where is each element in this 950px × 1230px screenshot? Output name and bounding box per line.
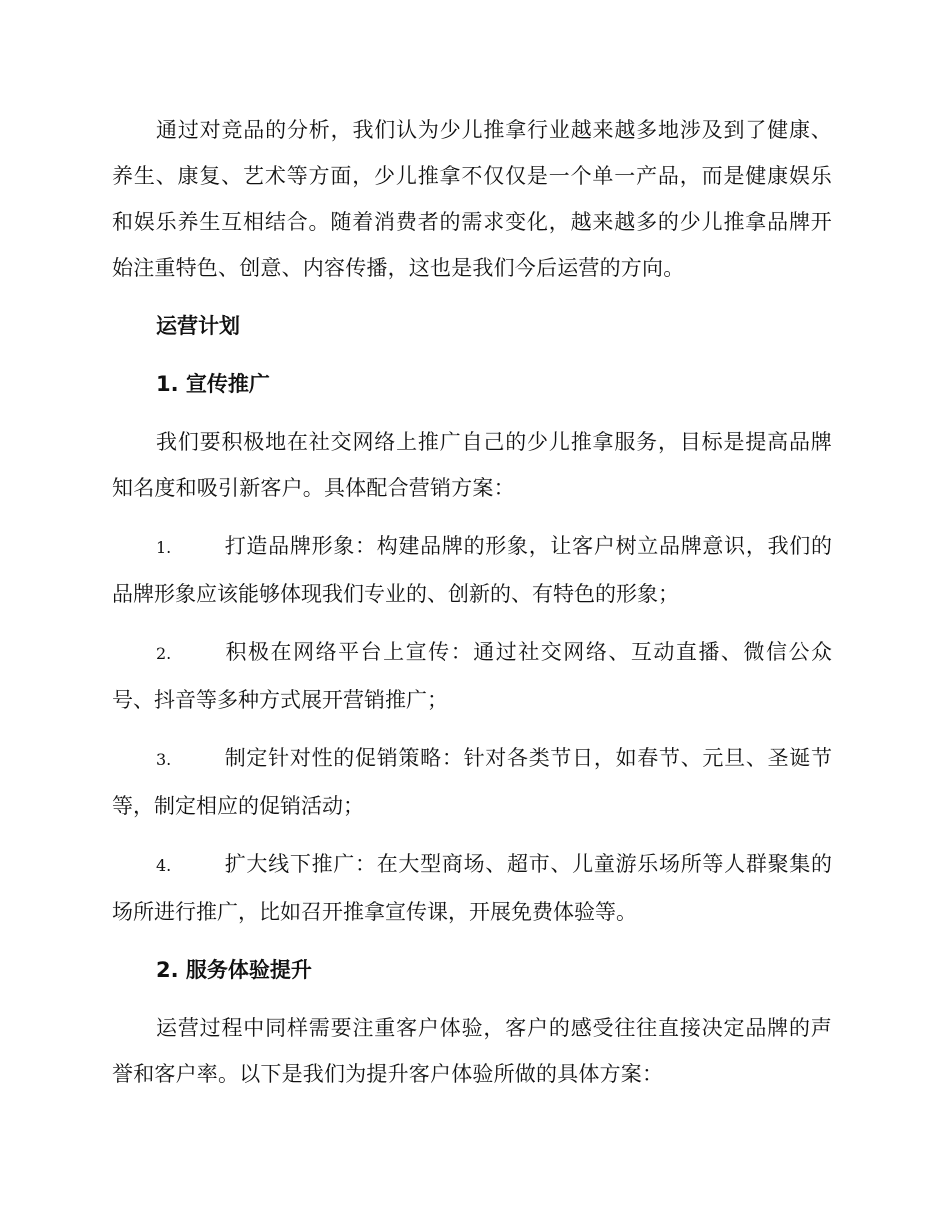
list-item xyxy=(112,523,832,617)
list-item-text: 扩大线下推广：在大型商场、超市、儿童游乐场所等人群聚集的场所进行推广，比如召开推拿宣传课，开展免费体验等。 xyxy=(112,852,832,924)
promo-intro-paragraph: 我们要积极地在社交网络上推广自己的少儿推拿服务，目标是提高品牌知名度和吸引新客户。具体配合营销方案： xyxy=(112,430,832,500)
list-item-text: 打造品牌形象：构建品牌的形象，让客户树立品牌意识，我们的品牌形象应该能够体现我们专业的、创新的、有特色的形象； xyxy=(112,534,832,606)
list-item-text: 制定针对性的促销策略：针对各类节日，如春节、元旦、圣诞节等，制定相应的促销活动； xyxy=(112,746,832,818)
list-item-text: 积极在网络平台上宣传：通过社交网络、互动直播、微信公众号、抖音等多种方式展开营销推广； xyxy=(112,640,832,712)
service-intro-paragraph: 运营过程中同样需要注重客户体验，客户的感受往往直接决定品牌的声誉和客户率。以下是我们为提升客户体验所做的具体方案： xyxy=(112,1016,832,1086)
list-number: 2. xyxy=(156,644,172,663)
section-heading-promo: 1. 宣传推广 xyxy=(156,372,270,396)
list-item xyxy=(112,841,832,935)
section-heading-plan: 运营计划 xyxy=(156,314,240,338)
list-item xyxy=(112,629,832,723)
list-item xyxy=(112,735,832,829)
document-page xyxy=(112,107,832,1097)
list-number: 3. xyxy=(156,750,172,769)
section-heading-service: 2. 服务体验提升 xyxy=(156,958,312,982)
list-number: 1. xyxy=(156,538,172,557)
list-number: 4. xyxy=(156,856,172,875)
intro-paragraph: 通过对竞品的分析，我们认为少儿推拿行业越来越多地涉及到了健康、养生、康复、艺术等方面，少儿推拿不仅仅是一个单一产品，而是健康娱乐和娱乐养生互相结合。随着消费者的需求变化，越来越多的少儿推拿品牌开始注重特色、创意、内容传播，这也是我们今后运营的方向。 xyxy=(112,118,832,280)
